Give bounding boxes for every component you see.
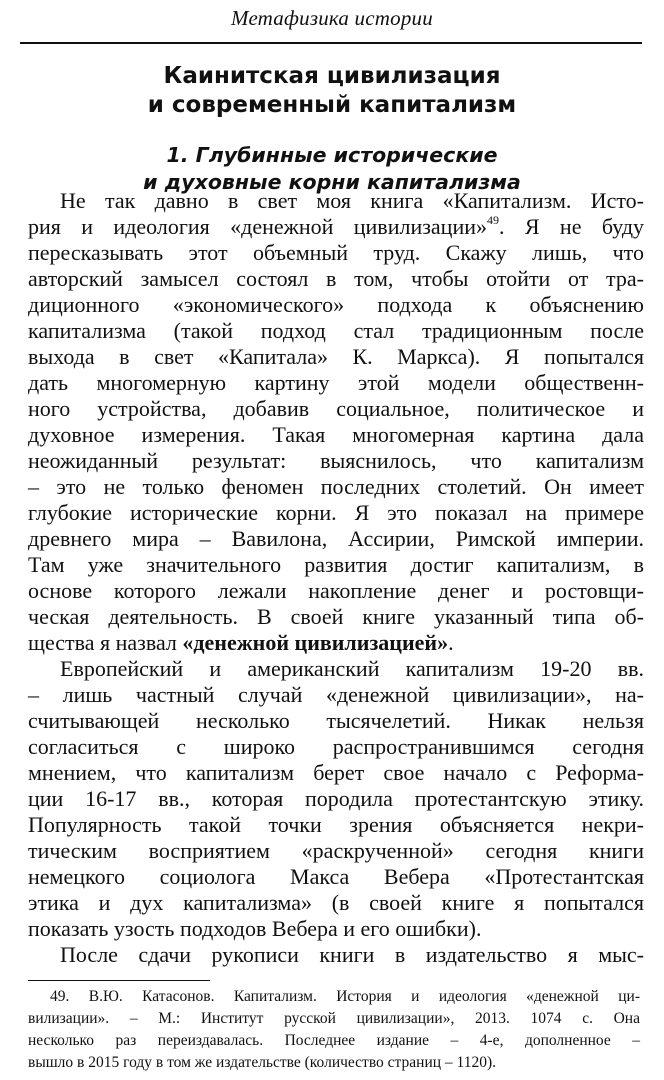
text-line: После сдачи рукописи книги в издательство я мыс- — [60, 942, 644, 967]
running-head: Метафизика истории — [231, 6, 433, 30]
text-line: Популярность такой точки зрения объясняется некри- — [28, 812, 644, 837]
section-title-line-1: 1. Глубинные исторические — [166, 143, 498, 167]
text-line: – это не только феномен последних столетий. Он имеет — [28, 474, 644, 499]
footnote-line: несколько раз переиздавалась. Последнее издание – 4-е, дополненное – — [28, 1032, 640, 1049]
text-line: основе которого лежали накопление денег и ростовщи- — [28, 578, 644, 603]
chapter-title-line-1: Каинитская цивилизация — [163, 63, 501, 89]
footnote-line: вышло в 2015 году в том же издательстве (количество страниц – 1120). — [28, 1054, 496, 1071]
chapter-title-line-2: и современный капитализм — [147, 92, 517, 118]
text-line: ческая деятельность. В своей книге указанный типа об- — [28, 604, 644, 629]
text-span: . Я не буду — [499, 214, 645, 239]
text-line — [28, 630, 644, 656]
text-line: древнего мира – Вавилона, Ассирии, Римской империи. — [28, 526, 644, 551]
text-line: ного устройства, добавив социальное, политическое и — [28, 396, 644, 421]
text-line: глубокие исторические корни. Я это показал на примере — [28, 500, 644, 525]
text-line — [28, 214, 644, 240]
text-line: тическим восприятием «раскрученной» сегодня книги — [28, 838, 644, 863]
text-span: рия и идеология «денежной цивилизации» — [28, 214, 487, 239]
text-line: Европейский и американский капитализм 19-20 вв. — [60, 656, 644, 681]
text-line: этика и дух капитализма» (в своей книге я попытался — [28, 890, 644, 915]
footnote-line: 49. В.Ю. Катасонов. Капитализм. История и идеология «денежной ци- — [50, 988, 640, 1005]
text-line: пересказывать этот объемный труд. Скажу лишь, что — [28, 240, 644, 265]
text-line: Там уже значительного развития достиг капитализм, в — [28, 552, 644, 577]
text-line: духовное измерения. Такая многомерная картина дала — [28, 422, 644, 447]
text-line: показать узость подходов Вебера и его ошибки). — [28, 916, 482, 941]
chapter-title — [0, 62, 664, 120]
text-line: немецкого социолога Макса Вебера «Протестантская — [28, 864, 644, 889]
text-line: дать многомерную картину этой модели общественн- — [28, 370, 644, 395]
text-line: Не так давно в свет моя книга «Капитализм. Исто- — [60, 188, 644, 213]
text-line: ции 16-17 вв., которая породила протестантскую этику. — [28, 786, 644, 811]
section-title-line-2: и духовные корни капитализма — [143, 170, 521, 194]
text-line: диционного «экономического» подхода к объяснению — [28, 292, 644, 317]
text-line: неожиданный результат: выяснилось, что капитализм — [28, 448, 644, 473]
footnote-line: вилизации». – М.: Институт русской цивилизации», 2013. 1074 с. Она — [28, 1010, 640, 1027]
bold-term: «денежной цивилизацией» — [182, 630, 449, 655]
header-rule — [20, 42, 642, 44]
text-span: щества я назвал — [28, 630, 183, 655]
footnote-rule — [28, 980, 210, 981]
text-span: . — [448, 630, 454, 655]
text-line: мнением, что капитализм берет свое начало с Реформа- — [28, 760, 644, 785]
footnote-ref: 49 — [487, 213, 499, 227]
text-line: согласиться с широко распространившимся сегодня — [28, 734, 644, 759]
text-line: считывающей несколько тысячелетий. Никак нельзя — [28, 708, 644, 733]
text-line: авторский замысел состоял в том, чтобы отойти от тра- — [28, 266, 644, 291]
text-line: выхода в свет «Капитала» К. Маркса). Я попытался — [28, 344, 644, 369]
text-line: – лишь частный случай «денежной цивилизации», на- — [28, 682, 644, 707]
text-line: капитализма (такой подход стал традиционным после — [28, 318, 644, 343]
